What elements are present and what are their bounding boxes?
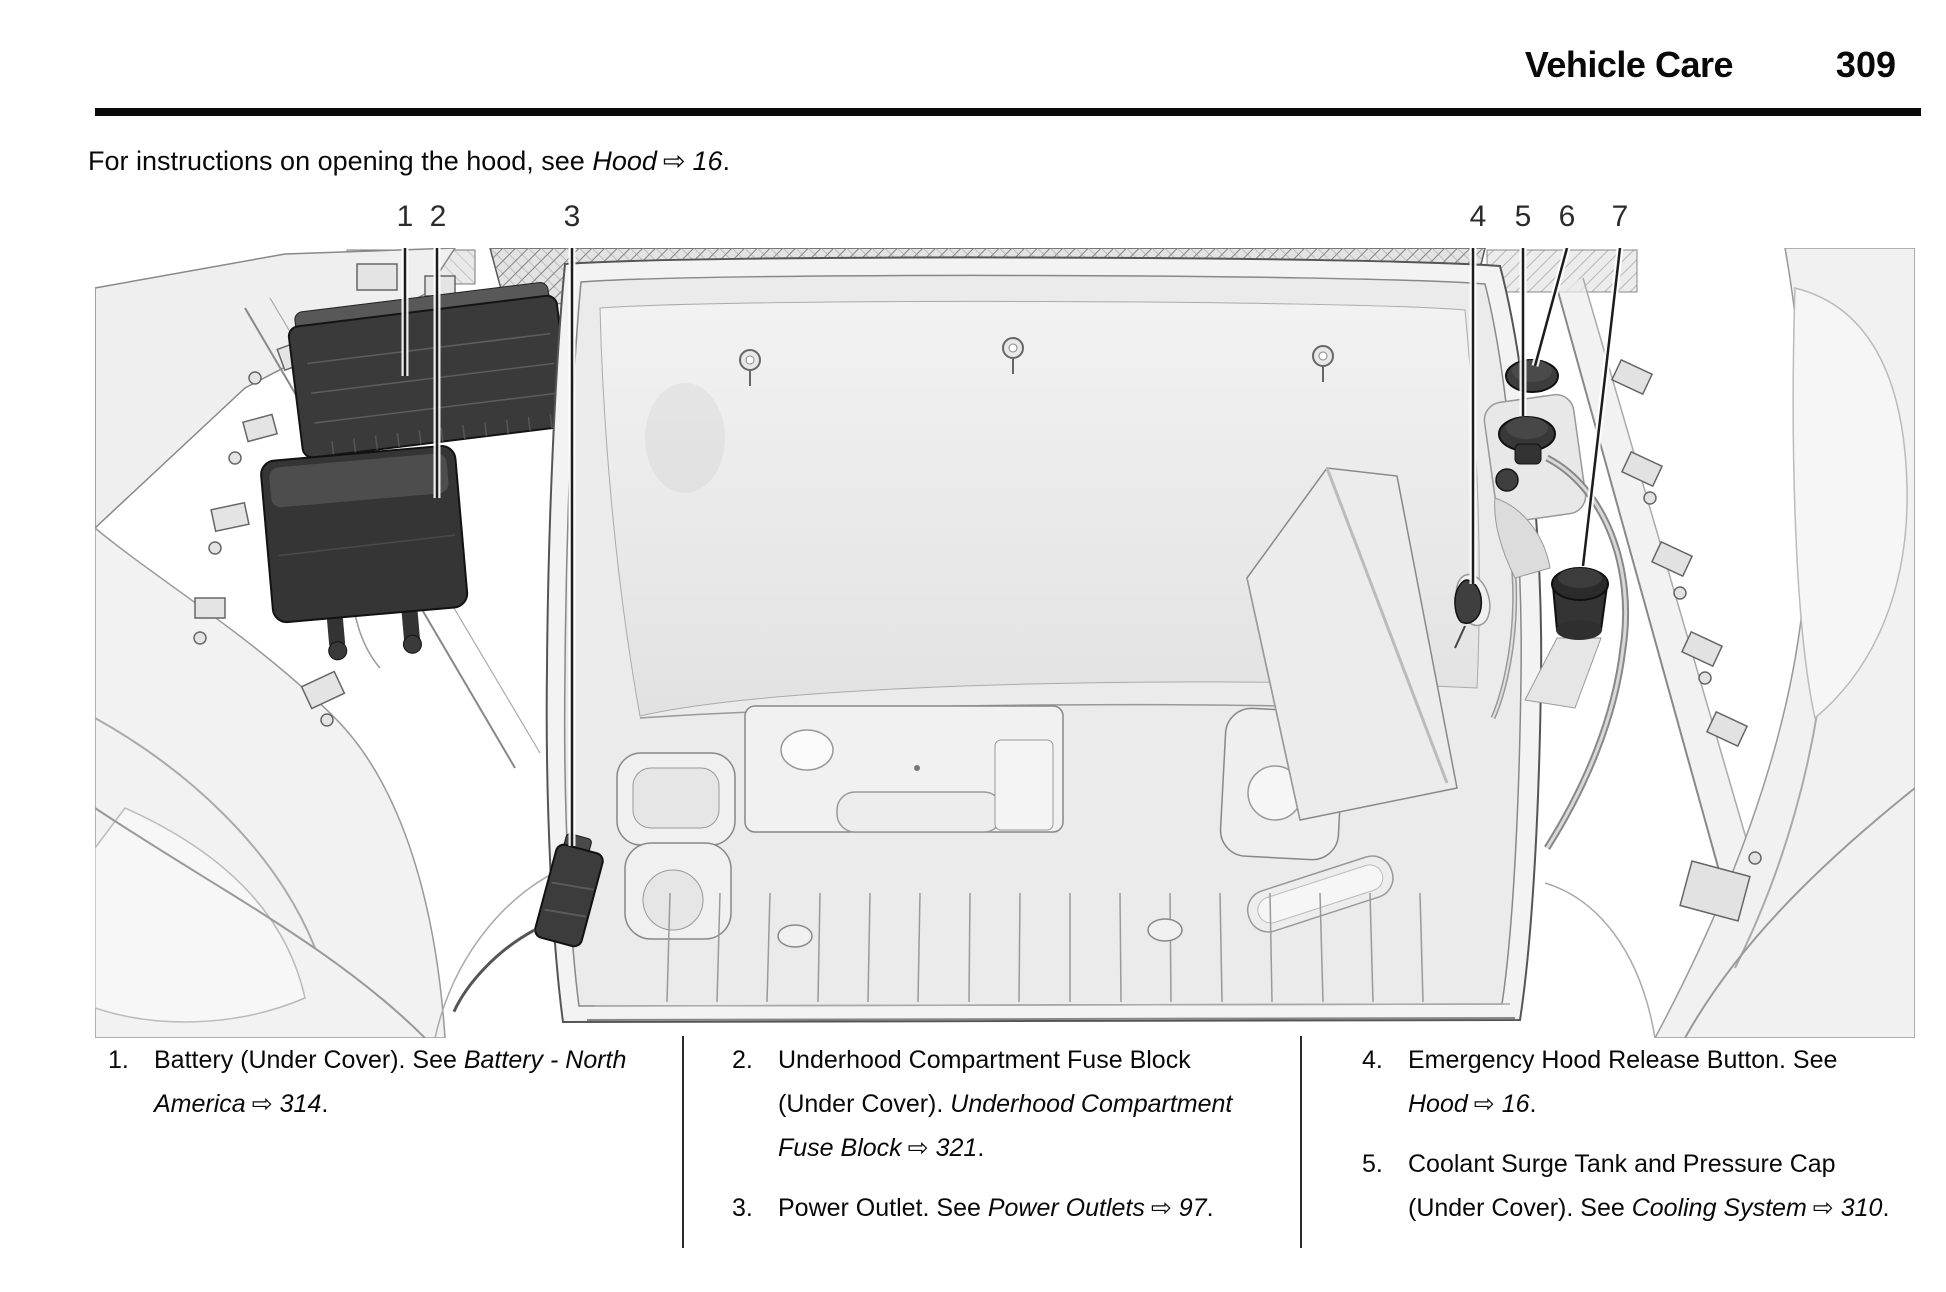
legend-pre: Underhood Compartment Fuse Block (Under Cover). [778, 1046, 1191, 1118]
legend-pre: Coolant Surge Tank and Pressure Cap (Under Cover). See [1408, 1150, 1836, 1222]
legend-cross-reference: Power Outlets [987, 1194, 1145, 1222]
legend-item-number: 1. [108, 1046, 129, 1074]
cross-reference-arrow-icon: ⇨ [1473, 1089, 1495, 1118]
legend-item-text [778, 1186, 1233, 1230]
legend-column-1 [108, 1038, 674, 1142]
legend-cross-reference: Cooling System [1631, 1194, 1807, 1222]
legend-item-text [1408, 1142, 1898, 1230]
legend-page-reference: 321 [935, 1134, 978, 1162]
intro-cross-reference: Hood [592, 146, 657, 176]
frunk-tub [547, 257, 1541, 1022]
legend-pre: Emergency Hood Release Button. See [1408, 1046, 1838, 1074]
right-fender-structure [1545, 248, 1915, 1038]
callout-number-6: 6 [1558, 200, 1576, 233]
intro-page-reference: 16 [692, 146, 723, 176]
legend-item-text [778, 1038, 1233, 1170]
legend-cross-reference: Battery - North America [154, 1046, 627, 1118]
cross-reference-arrow-icon: ⇨ [662, 146, 686, 177]
legend-column-2 [732, 1038, 1237, 1246]
legend-pre: Battery (Under Cover). See [154, 1046, 464, 1074]
legend-page-reference: 16 [1501, 1090, 1530, 1118]
legend-item-number: 5. [1362, 1150, 1383, 1178]
callout-number-4: 4 [1469, 200, 1487, 233]
legend-column-divider [682, 1036, 684, 1248]
cross-reference-arrow-icon: ⇨ [251, 1089, 273, 1118]
legend-post: . [1882, 1194, 1890, 1222]
legend-column-3 [1362, 1038, 1900, 1246]
intro-pre: For instructions on opening the hood, see [88, 146, 593, 176]
legend-item-number: 2. [732, 1046, 753, 1074]
callout-number-2: 2 [429, 200, 447, 233]
cross-reference-arrow-icon: ⇨ [1150, 1193, 1172, 1222]
cross-reference-arrow-icon: ⇨ [907, 1133, 929, 1162]
callout-number-7: 7 [1611, 200, 1629, 233]
callout-number-3: 3 [563, 200, 581, 233]
legend-item-2 [732, 1038, 1237, 1170]
legend-column-divider [1300, 1036, 1302, 1248]
legend-post: . [1206, 1194, 1214, 1222]
legend-page-reference: 314 [279, 1090, 322, 1118]
frunk-compartment-illustration [95, 248, 1915, 1038]
page-number: 309 [1835, 44, 1896, 85]
legend-item-4 [1362, 1038, 1900, 1126]
legend-item-3 [732, 1186, 1237, 1230]
header-rule [95, 108, 1921, 116]
legend-pre: Power Outlet. See [778, 1194, 988, 1222]
legend-post: . [321, 1090, 329, 1118]
legend-post: . [977, 1134, 985, 1162]
legend-item-number: 4. [1362, 1046, 1383, 1074]
legend-page-reference: 97 [1178, 1194, 1207, 1222]
legend-post: . [1529, 1090, 1537, 1118]
legend-item-1 [108, 1038, 674, 1126]
legend-item-5 [1362, 1142, 1900, 1230]
legend-item-text [1408, 1038, 1898, 1126]
cross-reference-arrow-icon: ⇨ [1812, 1193, 1834, 1222]
intro-text [88, 146, 730, 177]
callout-number-1: 1 [396, 200, 414, 233]
intro-post: . [722, 146, 731, 176]
legend-cross-reference: Hood [1408, 1090, 1468, 1118]
legend-cross-reference: Underhood Compartment Fuse Block [778, 1090, 1233, 1162]
legend-page-reference: 310 [1840, 1194, 1883, 1222]
section-title: Vehicle Care [1524, 44, 1733, 85]
legend-item-text [154, 1038, 674, 1126]
callout-number-5: 5 [1514, 200, 1532, 233]
legend-item-number: 3. [732, 1194, 753, 1222]
